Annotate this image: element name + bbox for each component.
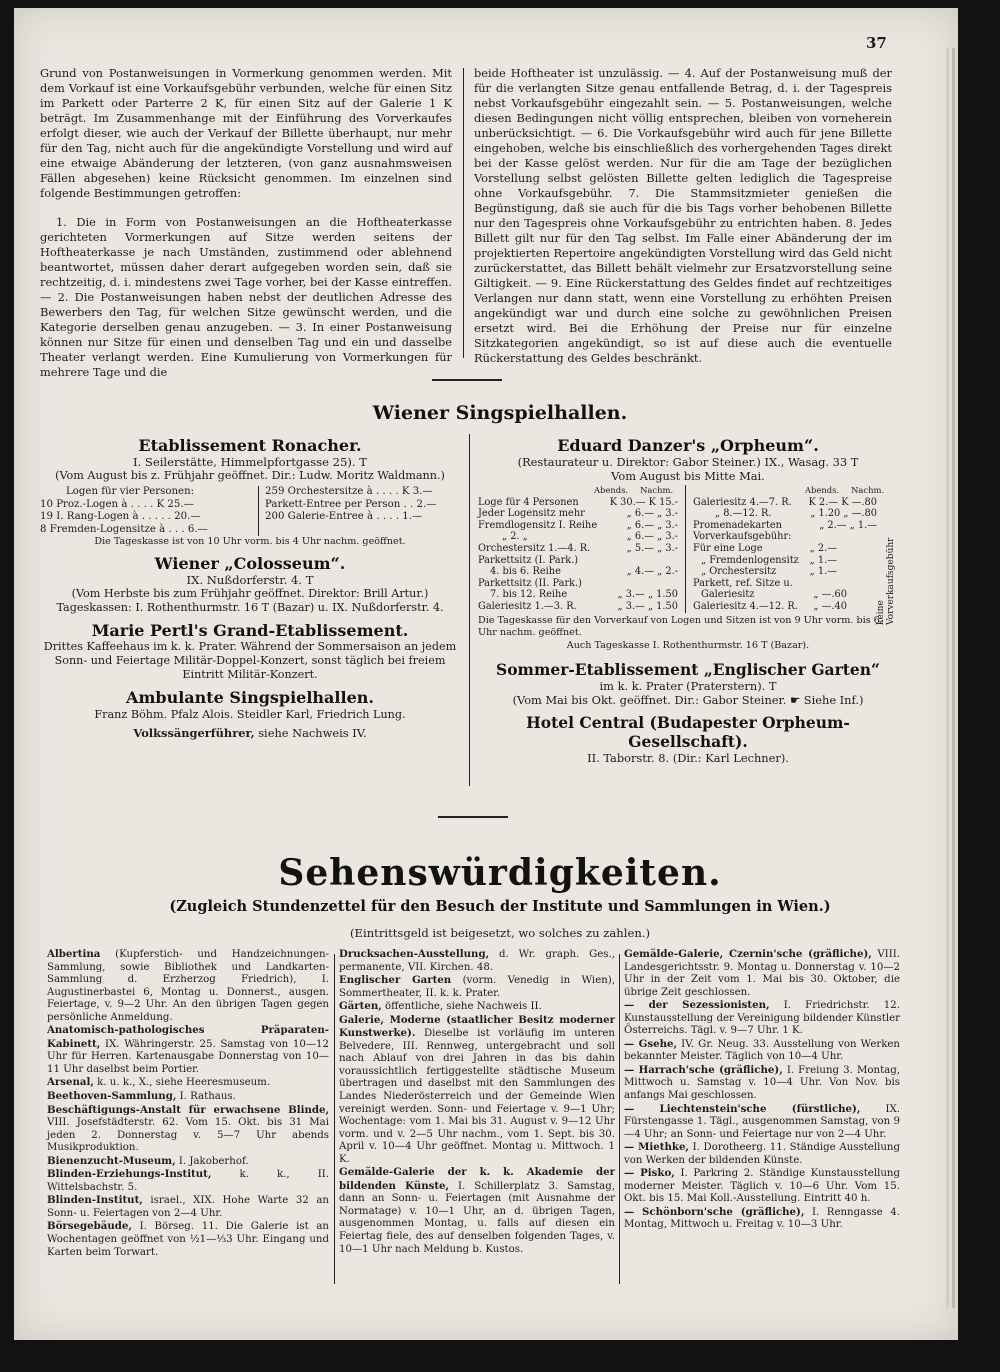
singspiel-left-column <box>40 436 460 741</box>
list-item <box>339 1000 615 1014</box>
price-column-heads <box>478 485 678 497</box>
entry-name: — Schönborn'sche (gräfliche), <box>624 1205 805 1218</box>
price-row <box>478 497 678 509</box>
price-afternoon: „ 3.- <box>657 508 678 520</box>
price-row <box>693 601 877 613</box>
list-item <box>624 1103 900 1142</box>
price-row: Parkett-Entree per Person . . 2.— <box>265 498 437 510</box>
list-item <box>624 948 900 999</box>
entry-name: Gemälde-Galerie, Czernin'sche (gräfliche), <box>624 948 872 960</box>
englischer-garten-line-2: (Vom Mai bis Okt. geöffnet. Dir.: Gabor Steiner. ☛ Siehe Inf.) <box>512 692 864 707</box>
price-evening: „ —.40 <box>813 600 847 612</box>
list-item <box>624 1167 900 1206</box>
entry-text: I. Freiung 3. Montag, Mittwoch u. Samstag v. 10—4 Uhr. Von Nov. bis anfangs Mai geschlossen. <box>624 1064 901 1102</box>
price-row <box>478 566 678 578</box>
entry-name: Gemälde-Galerie der k. k. Akademie der bildenden Künste, <box>339 1166 615 1192</box>
entry-text: d. Wr. graph. Ges., permanente, VII. Kirchen. 48. <box>339 949 615 973</box>
sights-column-2 <box>339 948 615 1256</box>
list-item <box>339 948 615 974</box>
list-item <box>47 1024 329 1076</box>
price-row <box>478 543 678 555</box>
price-afternoon: „ 3.- <box>657 531 678 543</box>
price-row <box>478 508 678 520</box>
page-number: 37 <box>866 34 887 52</box>
price-row: 259 Orchestersitze à . . . . K 3.— <box>265 486 433 497</box>
entry-name: Börsegebäude, <box>47 1220 132 1233</box>
section-title-singspielhallen: Wiener Singspielhallen. <box>372 402 628 424</box>
price-row <box>478 578 678 590</box>
list-item <box>339 974 615 1000</box>
price-label: 4. bis 6. Reihe <box>490 566 561 578</box>
price-evening: K 30.— <box>609 496 646 508</box>
price-afternoon: „ 3.- <box>657 519 678 531</box>
price-row <box>693 508 877 520</box>
price-evening: „ 5.— <box>626 542 655 554</box>
pertl-text: Drittes Kaffeehaus im k. k. Prater. Während der Sommersaison an jedem Sonn- und Feiertage Militär-Doppel-Konzert, sonst täglich bei freiem Eintritt Militär-Konzert. <box>43 640 457 682</box>
orpheum-prices-right <box>693 485 885 613</box>
price-evening: „ —.60 <box>813 589 847 601</box>
price-row <box>693 543 877 555</box>
price-row <box>693 497 877 509</box>
price-divider <box>258 486 259 536</box>
intro-left-paragraph-2: 1. Die in Form von Postanweisungen an die Hoftheaterkasse gerichteten Vormerkungen auf Sitze werden seitens der Hoftheaterkasse je nach Umständen, zustimmend oder ablehnend beantwortet, müssen daher derart aufgegeben worden sein, daß sie rechtzeitig, d. i. mindestens zwei Tage vorher, bei der Kasse eintreffen. — 2. Die Postanweisungen haben nebst der deutlichen Adresse des Bewerbers den Tag, für welchen Sitze gewünscht werden, und die Kategorie derselben genau anzugeben. — 3. In einer Postanweisung können nur Sitze für einen und denselben Tag und ein und dasselbe Theater verlangt werden. Eine Kumulierung von Vormerkungen für mehrere Tage und die <box>40 215 452 379</box>
price-label: „ Fremdenlogensitz <box>701 554 799 566</box>
price-label: 7. bis 12. Reihe <box>490 589 568 601</box>
price-label: Parkettsitz (II. Park.) <box>478 577 582 589</box>
section-rule <box>432 379 502 381</box>
price-label: Galeriesitz 1.—3. R. <box>478 600 577 612</box>
englischer-garten-line-1: im k. k. Prater (Praterstern). T <box>599 678 777 693</box>
price-divider <box>685 485 686 613</box>
page-edge <box>946 48 949 1308</box>
price-row <box>693 578 877 590</box>
list-item <box>624 1038 900 1064</box>
price-evening: „ 1.20 <box>810 508 841 520</box>
price-column-heads <box>693 485 885 497</box>
list-item <box>47 1076 329 1090</box>
price-row <box>478 601 678 613</box>
list-item <box>624 1141 900 1167</box>
orpheum-prices-left <box>478 485 678 613</box>
price-afternoon: „ 2.- <box>657 566 678 578</box>
price-label: Promenadekarten <box>693 519 782 531</box>
entry-name: Beethoven-Sammlung, <box>47 1090 177 1103</box>
intro-left-paragraph-1: Grund von Postanweisungen in Vormerkung genommen werden. Mit dem Vorkauf ist eine Vorkaufsgebühr verbunden, welche für einen Sitz im Parkett oder Parterre 2 K, für einen Sitz auf der Galerie 1 K beträgt. Im Zusammenhange mit der Einführung des Vorverkaufes erfolgt dieser, wie auch der Verkauf der Billette überhaupt, nur mehr für den Tag, nicht auch für die angekündigte Vorstellung und wird auf eine etwaige Abänderung der letzteren, (von ganz ausnahmsweisen Fällen abgesehen) keine Rücksicht genommen. Im einzelnen sind folgende Bestimmungen getroffen: <box>40 66 452 200</box>
price-afternoon: „ 1.50 <box>647 600 678 612</box>
price-evening: „ 6.— <box>626 531 655 543</box>
price-evening: „ 1.— <box>809 566 837 578</box>
price-label: Galeriesitz 4.—7. R. <box>693 496 792 508</box>
entry-name: Beschäftigungs-Anstalt für erwachsene Blinde, <box>47 1103 329 1116</box>
price-label: Galeriesitz <box>701 589 755 601</box>
list-item <box>47 1220 329 1259</box>
price-label: Für eine Loge <box>693 542 763 554</box>
ambulante-title: Ambulante Singspielhallen. <box>126 688 374 708</box>
list-item <box>47 1155 329 1169</box>
entry-text: VIII. Josefstädterstr. 62. Vom 15. Okt. bis 31 Mai jeden 2. Donnerstag v. 5—7 Uhr abends Musikproduktion. <box>47 1117 329 1154</box>
entry-name: — Miethke, <box>624 1141 689 1154</box>
entry-name: Arsenal, <box>47 1076 94 1089</box>
price-row: 10 Proz.-Logen à . . . . K 25.— <box>40 498 194 510</box>
entry-text: I. Friedrichstr. 12. Kunstausstellung der Vereinigung bildender Künstler Österreichs. Tägl. v. 9—7 Uhr. 1 K. <box>624 1000 900 1037</box>
column-divider <box>469 434 470 786</box>
price-label: Orchestersitz 1.—4. R. <box>478 542 591 554</box>
list-item <box>47 948 329 1024</box>
price-evening: „ 1.— <box>809 554 837 566</box>
price-label: „ 8.—12. R. <box>715 508 772 520</box>
price-label: Jeder Logensitz mehr <box>478 508 585 520</box>
entry-name: Englischer Garten <box>339 974 452 987</box>
section-rule <box>438 816 508 818</box>
head-evening: Abends. <box>594 485 629 495</box>
entry-text: I. Börseg. 11. Die Galerie ist an Wochentagen geöffnet von ½1—⅓3 Uhr. Eingang und Karten beim Torwart. <box>47 1221 329 1258</box>
entry-name: — der Sezessionisten, <box>624 999 770 1012</box>
price-afternoon: „ 1.50 <box>647 589 678 601</box>
column-divider <box>334 954 335 1284</box>
ronacher-address: I. Seilerstätte, Himmelpfortgasse 25). T <box>132 455 368 469</box>
entry-name: Gärten, <box>339 1000 382 1013</box>
entry-name: Drucksachen-Ausstellung, <box>339 948 490 960</box>
entry-name: — Liechtenstein'sche (fürstliche), <box>624 1102 861 1115</box>
head-afternoon: Nachm. <box>640 485 674 495</box>
price-row: Logen für vier Personen: <box>66 486 195 497</box>
price-label: Loge für 4 Personen <box>478 496 579 508</box>
intro-left-column <box>40 66 452 380</box>
entry-text: Dieselbe ist vorläufig im unteren Belvedere, III. Rennweg, untergebracht und soll nach Ablauf von drei Jahren in das bis dahin voraussichtlich fertiggestellte städtische Museum übertragen und daselbst mit den Sammlungen des Landes Niederösterreich und der Gemeinde Wien vereinigt werden. Sonn- und Feiertage v. 9—1 Uhr; Wochentage: vom 1. Mai bis 31. August v. 9—12 Uhr vorm. und v. 2—5 Uhr nachm., vom 1. Sept. bis 30. April v. 10—4 Uhr geöffnet. Montag u. Mittwoch. 1 K. <box>339 1028 615 1165</box>
colosseum-title: Wiener „Colosseum“. <box>154 554 346 574</box>
ronacher-prices-right <box>265 486 436 536</box>
entry-text: I. Parkring 2. Ständige Kunstausstellung moderner Meister. Täglich v. 10—6 Uhr. Vom 15. Okt. bis 15. Mai Koll.-Ausstellung. Eintritt 40 h. <box>624 1168 900 1205</box>
entry-text: I. Rathaus. <box>176 1091 236 1103</box>
hotel-central-line-1: II. Taborstr. 8. (Dir.: Karl Lechner). <box>587 750 789 765</box>
singspiel-right-column <box>478 436 898 765</box>
price-row <box>478 531 678 543</box>
price-label: Fremdlogensitz I. Reihe <box>478 519 598 531</box>
price-row <box>478 555 678 567</box>
price-afternoon: „ 3.- <box>657 542 678 554</box>
price-afternoon: K —.80 <box>841 496 877 508</box>
price-row <box>693 520 877 532</box>
orpheum-price-table <box>478 485 898 625</box>
ambulante-names: Franz Böhm. Pfalz Alois. Steidler Karl, Friedrich Lung. <box>94 708 406 722</box>
entry-name: Blinden-Institut, <box>47 1194 143 1207</box>
sights-column-3 <box>624 948 900 1232</box>
column-divider <box>463 68 464 358</box>
list-item <box>624 1064 900 1103</box>
price-label: Parkett, ref. Sitze u. <box>693 577 793 589</box>
entry-name: — Pisko, <box>624 1167 675 1180</box>
price-label: „ Orchestersitz <box>701 566 777 578</box>
entry-text: I. Schillerplatz 3. Samstag, dann an Sonn- u. Feiertagen (mit Ausnahme der Normatage) v. 10—1 Uhr, an d. übrigen Tagen, ausgenommen Montag, u. falls auf diesen ein Feiertag fiele, des auf denselben folgenden Tages, v. 10—1 Uhr nach Meldung b. Kustos. <box>339 1180 615 1255</box>
entry-text: I. Jakoberhof. <box>175 1155 249 1167</box>
entry-name: Bienenzucht-Museum, <box>47 1154 176 1167</box>
price-row <box>478 589 678 601</box>
list-item <box>339 1014 615 1167</box>
list-item <box>47 1168 329 1194</box>
entry-text: IX. Währingerstr. 25. Samstag von 10—12 Uhr für Herren. Kartenausgabe Donnerstag von 10—11 Uhr daselbst beim Portier. <box>47 1038 329 1075</box>
column-divider <box>619 954 620 1284</box>
entry-name: Albertina <box>47 948 101 960</box>
price-evening: „ 3.— <box>617 600 645 612</box>
price-label: Galeriesitz 4.—12. R. <box>693 600 798 612</box>
price-row <box>693 555 877 567</box>
entry-name: Blinden-Erziehungs-Institut, <box>47 1168 212 1181</box>
price-evening: „ 3.— <box>617 589 645 601</box>
ambulante-note-bold: Volkssängerführer, <box>133 726 255 741</box>
price-row: 200 Galerie-Entree à . . . . 1.— <box>265 511 423 523</box>
entry-name: — Harrach'sche (gräfliche), <box>624 1063 783 1076</box>
page-edge <box>952 48 955 1308</box>
section-subtitle: (Zugleich Stundenzettel für den Besuch der Institute und Sammlungen in Wien.) <box>169 898 831 915</box>
ronacher-info: (Vom August bis z. Frühjahr geöffnet. Dir.: Ludw. Moritz Waldmann.) <box>55 469 445 482</box>
entry-text: (Kupferstich- und Handzeichnungen-Sammlung, sowie Bibliothek und Landkarten-Sammlung d. Erzherzog Friedrich), I. Augustinerbastei 6, Montag u. Donnerst., ausgen. Feiertage, v. 9—2 Uhr. An den übrigen Tagen gegen persönliche Anmeldung. <box>47 949 329 1023</box>
price-evening: „ 6.— <box>626 508 655 520</box>
list-item <box>624 999 900 1038</box>
colosseum-info-2: Tageskassen: I. Rothenthurmstr. 16 T (Bazar) u. IX. Nußdorferstr. 4. <box>56 601 444 615</box>
ronacher-title: Etablissement Ronacher. <box>138 436 362 455</box>
entry-name: — Gsehe, <box>624 1037 678 1050</box>
entry-text: (vorm. Venedig in Wien), Sommertheater, II. k. k. Prater. <box>339 975 615 999</box>
price-evening: „ 2.— <box>809 542 837 554</box>
intro-right-column: beide Hoftheater ist unzulässig. — 4. Auf der Postanweisung muß der für die verlangten Sitze genau entfallende Betrag, d. i. der Tagespreis nebst Vorkaufsgebühr eingezahlt sein. — 5. Postanweisungen, welche diesen Bedingungen nicht völlig entsprechen, bleiben von vorneherein unberücksichtigt. — 6. Die Vorkaufsgebühr wird auch für jene Billette eingehoben, welche bis einschließlich des vorhergehenden Tages direkt bei der Kasse gelöst werden. Nur für die am Tage der bezüglichen Vorstellung selbst gelösten Billette gelten lediglich die Tagespreise ohne Vorkaufsgebühr. 7. Die Stammsitzmieter genießen die Begünstigung, daß sie auch für die bis Tags vorher behobenen Billette nur den Tagespreis ohne Vorkaufsgebühr zu entrichten haben. 8. Jedes Billett gilt nur für den Tag selbst. Im Falle einer Abänderung der im projektierten Repertoire angekündigten Vorstellung wird das Geld nicht zurückerstattet, das Billett behält vielmehr zur Ersatzvorstellung seine Giltigkeit. — 9. Eine Rückerstattung des Geldes findet auf rechtzeitiges Verlangen nur dann statt, wenn eine Vorstellung zu erhöhten Preisen angekündigt war und durch eine solche zu gewöhnlichen Preisen ersetzt wird. Bei die Erhöhung der Preise nur für einzelne Sitzkategorien angekündigt, so ist auf diese auch die eventuelle Rückerstattung des Geldes beschränkt. <box>474 66 892 365</box>
price-afternoon: „ —.80 <box>843 508 877 520</box>
side-note-vertical: keine Vorverkaufsgebühr <box>876 537 896 625</box>
entry-text: I. Renngasse 4. Montag, Mittwoch u. Freitag v. 10—3 Uhr. <box>624 1206 900 1231</box>
entry-text: k. k., II. Wittelsbachstr. 5. <box>47 1169 329 1193</box>
orpheum-note-2: Auch Tageskasse I. Rothenthurmstr. 16 T (Bazar). <box>566 639 810 651</box>
hotel-central-title: Hotel Central (Budapester Orpheum-Gesellschaft). <box>526 712 850 751</box>
list-item <box>47 1194 329 1220</box>
orpheum-line-2: Vom August bis Mitte Mai. <box>611 469 765 483</box>
orpheum-line-1: (Restaurateur u. Direktor: Gabor Steiner.) IX., Wasag. 33 T <box>517 455 859 469</box>
orpheum-title: Eduard Danzer's „Orpheum“. <box>557 436 819 455</box>
price-evening: „ 2.— <box>819 519 847 531</box>
colosseum-info: (Vom Herbste bis zum Frühjahr geöffnet. Direktor: Brill Artur.) <box>71 587 429 601</box>
price-evening: K 2.— <box>808 496 839 508</box>
ambulante-note-text: siehe Nachweis IV. <box>254 726 367 741</box>
ambulante-note <box>40 725 460 741</box>
ronacher-note: Die Tageskasse ist von 10 Uhr vorm. bis 4 Uhr nachm. geöffnet. <box>94 536 406 548</box>
price-row: 8 Fremden-Logensitze à . . . 6.— <box>40 523 208 535</box>
colosseum-address: IX. Nußdorferstr. 4. T <box>186 573 314 588</box>
section-note: (Eintrittsgeld ist beigesetzt, wo solches zu zahlen.) <box>350 926 650 940</box>
entry-text: öffentliche, siehe Nachweis II. <box>381 1001 542 1013</box>
orpheum-note-1: Die Tageskasse für den Vorverkauf von Logen und Sitzen ist von 9 Uhr vorm. bis 6 Uhr nachm. geöffnet. <box>478 614 880 638</box>
entry-text: israel., XIX. Hohe Warte 32 an Sonn- u. Feiertagen von 2—4 Uhr. <box>47 1195 329 1219</box>
price-row <box>693 566 877 578</box>
price-label: Parkettsitz (I. Park.) <box>478 554 579 566</box>
list-item <box>47 1090 329 1104</box>
price-evening: „ 4.— <box>626 566 655 578</box>
sights-column-1 <box>47 948 329 1259</box>
head-afternoon: Nachm. <box>851 485 885 495</box>
ronacher-prices-left <box>40 486 252 536</box>
entry-text: VIII. Landesgerichtsstr. 9. Montag u. Donnerstag v. 10—2 Uhr in der Zeit vom 1. Mai bis 30. Oktober, die übrige Zeit geschlossen. <box>624 949 900 998</box>
list-item <box>339 1166 615 1256</box>
entry-text: IV. Gr. Neug. 33. Ausstellung von Werken bekannter Meister. Täglich von 10—4 Uhr. <box>624 1038 900 1063</box>
entry-text: k. u. k., X., siehe Heeresmuseum. <box>93 1077 271 1089</box>
price-afternoon: „ 1.— <box>849 519 877 531</box>
price-row <box>693 531 877 543</box>
englischer-garten-title: Sommer-Etablissement „Englischer Garten“ <box>496 659 880 679</box>
price-evening: „ 6.— <box>626 519 655 531</box>
price-row: 19 I. Rang-Logen à . . . . . 20.— <box>40 511 201 523</box>
section-title-sehenswuerdigkeiten: Sehenswürdigkeiten. <box>278 852 722 894</box>
list-item <box>47 1104 329 1155</box>
entry-name: Anatomisch-pathologisches Präparaten-Kabinett, <box>47 1024 329 1050</box>
price-afternoon: K 15.- <box>648 496 678 508</box>
head-evening: Abends. <box>805 485 840 495</box>
pertl-title: Marie Pertl's Grand-Etablissement. <box>91 621 409 641</box>
price-row <box>478 520 678 532</box>
ronacher-price-table <box>40 486 460 536</box>
entry-text: IX. Fürstengasse 1. Tägl., ausgenommen Samstag, von 9—4 Uhr; an Sonn- und Feiertage nur von 2—4 Uhr. <box>624 1103 900 1140</box>
price-label: „ 2. „ <box>502 531 528 543</box>
price-label: Vorverkaufsgebühr: <box>693 531 792 543</box>
entry-text: I. Dorotheerg. 11. Ständige Ausstellung von Werken der bildenden Künste. <box>624 1142 900 1166</box>
entry-name: Galerie, Moderne (staatlicher Besitz moderner Kunstwerke). <box>339 1013 615 1040</box>
price-row <box>693 589 877 601</box>
list-item <box>624 1206 900 1232</box>
